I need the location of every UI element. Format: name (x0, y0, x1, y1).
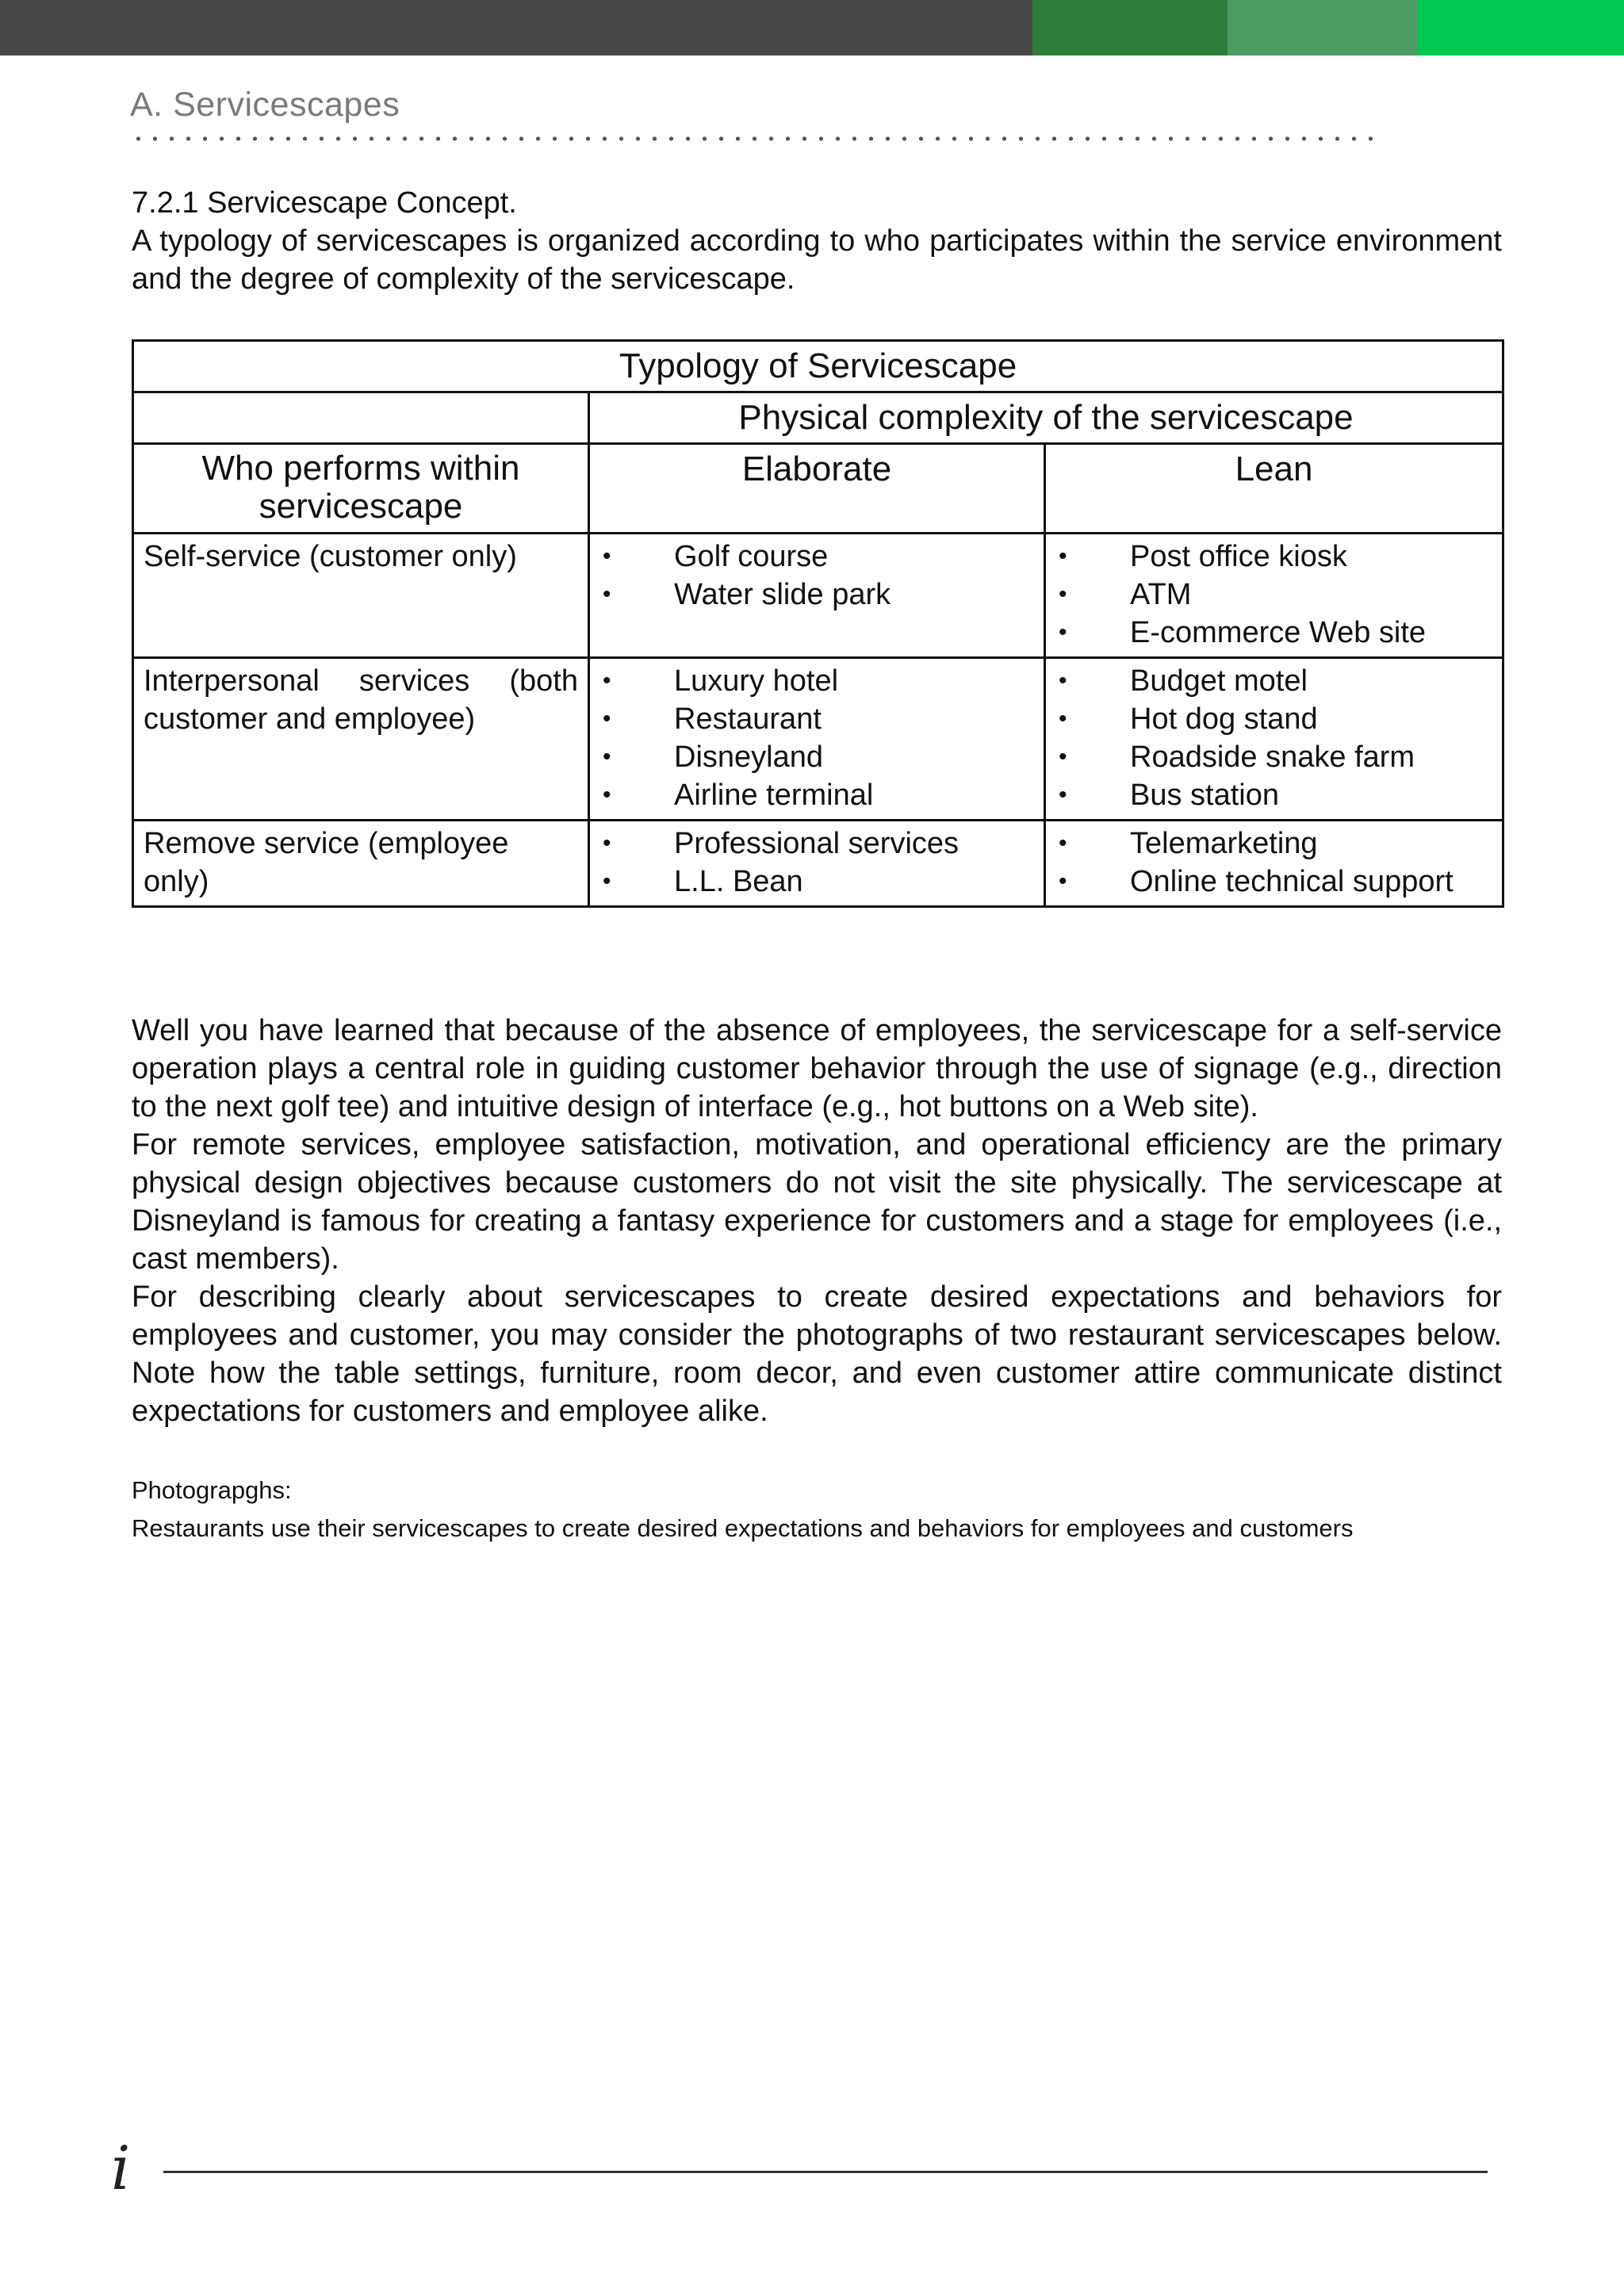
list-item: • Budget motel (1055, 662, 1492, 700)
list-item: • Disneyland (599, 738, 1034, 776)
complexity-header: Physical complexity of the servicescape (589, 392, 1503, 444)
elaborate-list (599, 534, 1034, 618)
table-caption-row (133, 341, 1503, 392)
list-item: • Hot dog stand (1055, 700, 1492, 738)
list-item: • Bus station (1055, 776, 1492, 814)
elaborate-cell (589, 534, 1045, 658)
header-bar-dark-segment (0, 0, 1032, 55)
lean-header: Lean (1045, 444, 1503, 534)
lean-cell (1045, 534, 1503, 658)
header-bar-green-segment-1 (1032, 0, 1228, 55)
elaborate-list (599, 821, 1034, 905)
paragraph-restaurant-photos: For describing clearly about servicescapes to create desired expectations and behaviors for employees and customer, you may consider the photographs of two restaurant servicescapes below. Note how the table settings, furniture, room decor, and even customer attire communicate distinct expectations for customers and employee alike. (132, 1280, 1502, 1428)
list-item: • ATM (1055, 576, 1492, 614)
table-caption: Typology of Servicescape (133, 341, 1503, 392)
lean-cell (1045, 821, 1503, 907)
list-item: • Luxury hotel (599, 662, 1034, 700)
list-item: • Online technical support (1055, 863, 1492, 901)
table-row (133, 821, 1503, 907)
table-complexity-row (133, 392, 1503, 444)
empty-header-cell (133, 392, 589, 444)
paragraph-self-service: Well you have learned that because of the absence of employees, the servicescape for a self-service operation plays a central role in guiding customer behavior through the use of signage (e.g., direction to the next golf tee) and intuitive design of interface (e.g., hot buttons on a Web site). (132, 1014, 1502, 1123)
photographs-label: Photograpghs: (132, 1476, 292, 1504)
list-item: • Post office kiosk (1055, 538, 1492, 576)
dotted-divider (130, 135, 1375, 143)
intro-paragraph: A typology of servicescapes is organized according to who participates within the service environment and the degree of complexity of the servicescape. (132, 224, 1502, 296)
lean-cell (1045, 658, 1503, 821)
lean-list (1055, 821, 1492, 905)
list-item: • Water slide park (599, 576, 1034, 614)
row-label-remote: Remove service (employee only) (133, 821, 589, 907)
list-item: • L.L. Bean (599, 863, 1034, 901)
list-item: • Restaurant (599, 700, 1034, 738)
body-text (132, 1012, 1502, 1430)
section-title: A. Servicescapes (130, 86, 400, 124)
typology-table (132, 339, 1504, 908)
footer-rule (163, 2171, 1488, 2173)
who-performs-header: Who performs within servicescape (133, 444, 589, 534)
table-header-row (133, 444, 1503, 534)
list-item: • E-commerce Web site (1055, 614, 1492, 652)
header-bar-green-segment-3 (1418, 0, 1624, 55)
list-item: • Airline terminal (599, 776, 1034, 814)
elaborate-cell (589, 821, 1045, 907)
elaborate-header: Elaborate (589, 444, 1045, 534)
photographs-caption: Restaurants use their servicescapes to create desired expectations and behaviors for employees and customers (132, 1514, 1354, 1542)
list-item: • Roadside snake farm (1055, 738, 1492, 776)
elaborate-list (599, 659, 1034, 819)
list-item: • Golf course (599, 538, 1034, 576)
list-item: • Professional services (599, 825, 1034, 863)
subsection-heading: 7.2.1 Servicescape Concept. (132, 186, 517, 220)
footer-info-icon: i (111, 2133, 131, 2203)
header-bar-green-segment-2 (1228, 0, 1418, 55)
header-color-bar (0, 0, 1624, 55)
lean-list (1055, 534, 1492, 656)
paragraph-remote-services: For remote services, employee satisfaction, motivation, and operational efficiency are the primary physical design objectives because customers do not visit the site physically. The servicescape at Disneyland is famous for creating a fantasy experience for customers and a stage for employees (i.e., cast members). (132, 1128, 1502, 1276)
elaborate-cell (589, 658, 1045, 821)
list-item: • Telemarketing (1055, 825, 1492, 863)
lean-list (1055, 659, 1492, 819)
row-label-interpersonal: Interpersonal services (both customer and employee) (133, 658, 589, 821)
table-row (133, 658, 1503, 821)
row-label-self-service: Self-service (customer only) (133, 534, 589, 658)
table-row (133, 534, 1503, 658)
